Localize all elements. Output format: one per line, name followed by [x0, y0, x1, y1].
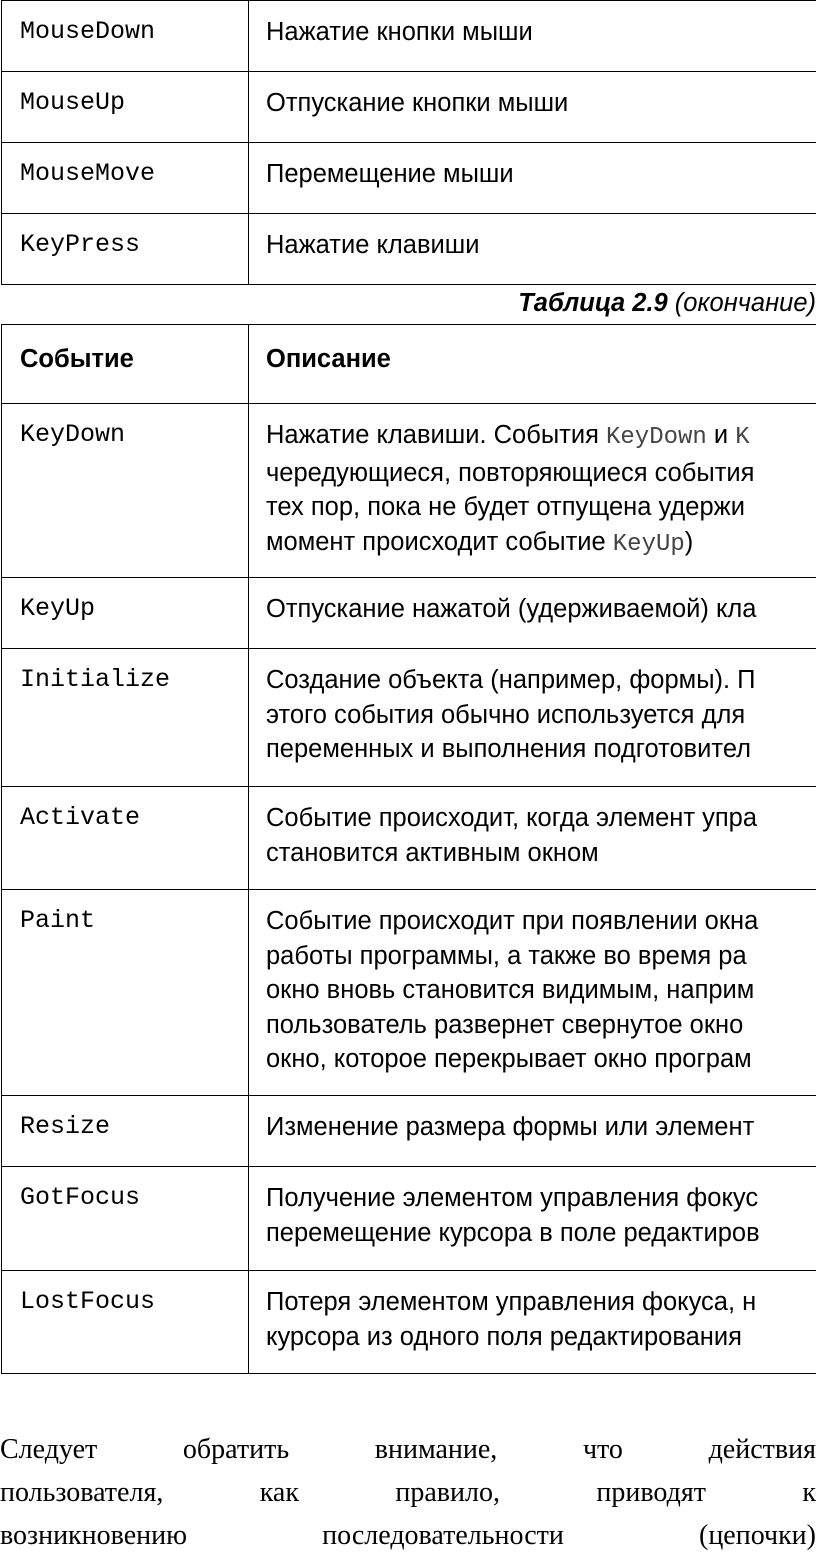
paragraph-word: возникновению [0, 1520, 188, 1551]
description-line: работы программы, а также во время ра [266, 941, 747, 970]
description-line: перемещение курсора в поле редактиров [266, 1218, 760, 1247]
inline-code: KeyDown [605, 424, 707, 451]
event-description-cell [249, 649, 816, 787]
table-row [2, 1271, 816, 1374]
paragraph-word: как [259, 1477, 299, 1508]
paragraph-line [0, 1471, 816, 1514]
table-row [2, 1096, 816, 1167]
description-line: окно, которое перекрывает окно програм [266, 1045, 752, 1073]
event-description-cell [249, 578, 816, 649]
event-description-cell [249, 1271, 816, 1374]
paragraph-word: что [582, 1434, 623, 1465]
paragraph-word: внимание, [374, 1434, 498, 1465]
description-line: Изменение размера формы или элемент [266, 1113, 755, 1141]
event-description-cell: Нажатие кнопки мыши [249, 1, 816, 72]
paragraph-word: действия [708, 1434, 816, 1465]
description-line: Событие происходит при появлении окна [266, 907, 759, 935]
table-row [2, 214, 816, 285]
description-line: тех пор, пока не будет отпущена удержи [266, 493, 745, 521]
description-line: момент происходит событие KeyUp) [266, 527, 694, 558]
paragraph-word: приводят [596, 1477, 706, 1508]
description-line: курсора из одного поля редактирования [266, 1322, 742, 1351]
event-description-cell [249, 890, 816, 1096]
events-table-main [1, 324, 816, 1374]
event-name-cell: Paint [2, 890, 249, 1096]
paragraph-line [0, 1428, 816, 1471]
description-line: Событие происходит, когда элемент упра [266, 804, 758, 832]
column-header-event: Событие [2, 325, 249, 404]
description-line: Создание объекта (например, формы). П [266, 666, 756, 694]
description-line: становится активным окном [266, 838, 599, 867]
events-table-top [1, 0, 816, 285]
inline-code: K [735, 424, 750, 451]
table-row [2, 72, 816, 143]
event-name-cell: GotFocus [2, 1167, 249, 1271]
event-description-cell [249, 1096, 816, 1167]
column-header-description: Описание [249, 325, 816, 404]
table-row [2, 787, 816, 890]
body-paragraph [0, 1428, 816, 1557]
inline-code: KeyUp [612, 530, 685, 558]
event-description-cell: Нажатие клавиши [249, 214, 816, 285]
table-caption-note: (окончание) [667, 289, 816, 317]
description-line: переменных и выполнения подготовител [266, 735, 752, 763]
description-line: пользователь развернет свернутое окно [266, 1010, 744, 1039]
event-description-cell [249, 404, 816, 578]
paragraph-word: пользователя, [0, 1477, 164, 1508]
paragraph-line [0, 1514, 816, 1557]
description-line: этого события обычно используется для [266, 700, 746, 729]
description-line: Потеря элементом управления фокуса, н [266, 1288, 757, 1316]
table-row [2, 404, 816, 578]
event-description-cell: Перемещение мыши [249, 143, 816, 214]
description-line: окно вновь становится видимым, наприм [266, 976, 755, 1004]
description-line: Нажатие клавиши. События KeyDown и K [266, 421, 750, 451]
table-row [2, 1167, 816, 1271]
paragraph-word: Следует [0, 1434, 98, 1465]
event-name-cell: MouseUp [2, 72, 249, 143]
table-row [2, 649, 816, 787]
paragraph-word: правило, [395, 1477, 500, 1508]
event-name-cell: Initialize [2, 649, 249, 787]
table-row [2, 143, 816, 214]
paragraph-word: к [802, 1477, 816, 1508]
paragraph-word: последовательности [322, 1520, 564, 1551]
paragraph-word: (цепочки) [699, 1520, 816, 1551]
table-row [2, 578, 816, 649]
table-caption-label: Таблица 2.9 [518, 289, 668, 317]
table-caption [0, 284, 816, 322]
description-line: Получение элементом управления фокус [266, 1184, 759, 1212]
description-line: Отпускание нажатой (удерживаемой) кла [266, 595, 757, 623]
event-name-cell: MouseMove [2, 143, 249, 214]
table-header-row [2, 325, 816, 404]
event-name-cell: Activate [2, 787, 249, 890]
description-line: чередующиеся, повторяющиеся события [266, 458, 755, 487]
event-description-cell [249, 787, 816, 890]
event-name-cell: KeyDown [2, 404, 249, 578]
event-name-cell: Resize [2, 1096, 249, 1167]
table-row [2, 890, 816, 1096]
event-name-cell: LostFocus [2, 1271, 249, 1374]
paragraph-word: обратить [182, 1434, 290, 1465]
event-description-cell [249, 1167, 816, 1271]
event-name-cell: KeyUp [2, 578, 249, 649]
event-name-cell: MouseDown [2, 1, 249, 72]
event-description-cell: Отпускание кнопки мыши [249, 72, 816, 143]
event-name-cell: KeyPress [2, 214, 249, 285]
table-row [2, 1, 816, 72]
